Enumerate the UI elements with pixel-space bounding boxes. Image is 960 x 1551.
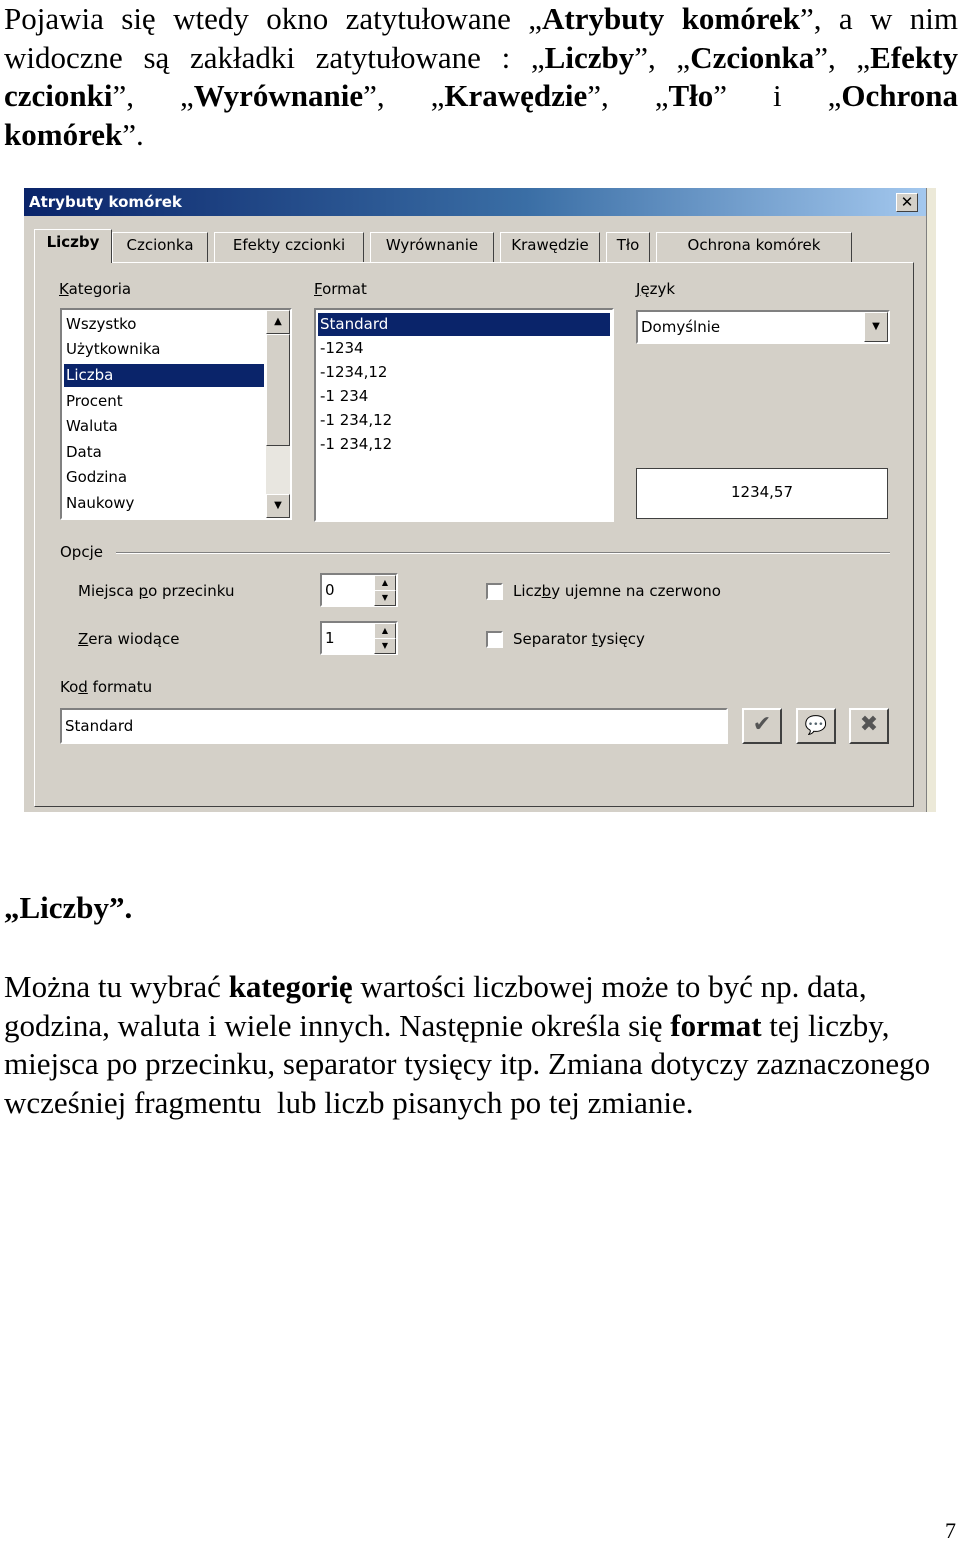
language-value: Domyślnie [641, 318, 721, 336]
list-item-selected[interactable]: Liczba [64, 364, 264, 387]
negative-red-checkbox[interactable] [486, 583, 503, 600]
language-dropdown[interactable] [636, 310, 890, 344]
dialog-title: Atrybuty komórek [29, 193, 182, 211]
description-paragraph: Można tu wybrać kategorię wartości liczbowej może to być np. data, godzina, waluta i wiele innych. Następnie określa się format tej liczby, miejsca po przecinku, separator tysięcy itp. Zmiana dotyczy zaznaczonego wcześniej fragmentu lub liczb pisanych po tej zmianie. [4, 969, 931, 1120]
format-listbox[interactable] [314, 308, 614, 522]
intro-line-4: komórek”. [4, 116, 144, 152]
list-item-selected[interactable]: Standard [318, 313, 610, 336]
spin-down-icon[interactable]: ▼ [374, 590, 396, 606]
comment-button[interactable] [796, 708, 836, 744]
tab-wyrownanie[interactable]: Wyrównanie [370, 232, 494, 262]
format-code-value: Standard [65, 717, 134, 735]
tab-efekty-czcionki[interactable]: Efekty czcionki [214, 232, 364, 262]
spin-up-icon[interactable]: ▲ [374, 623, 396, 639]
accept-button[interactable] [742, 708, 782, 744]
preview-value: 1234,57 [730, 483, 794, 501]
decimal-places-label: Miejsca po przecinku [78, 582, 235, 600]
spin-up-icon[interactable]: ▲ [374, 575, 396, 591]
tab-tlo[interactable]: Tło [606, 232, 650, 262]
leading-zeros-label: Zera wiodące [78, 630, 180, 648]
format-code-label: Kod formatu [60, 678, 153, 696]
scroll-thumb[interactable] [266, 334, 290, 446]
preview-box [636, 468, 888, 519]
options-divider [116, 552, 890, 554]
cell-attributes-dialog [24, 188, 936, 812]
page-number: 7 [945, 1518, 956, 1543]
checkmark-icon: ✔ [752, 712, 772, 737]
list-item[interactable]: Procent [66, 392, 123, 410]
category-scrollbar[interactable] [266, 310, 290, 518]
delete-button[interactable] [849, 708, 889, 744]
tab-ochrona-komorek[interactable]: Ochrona komórek [656, 232, 852, 262]
comment-icon: 💬 [804, 715, 828, 736]
negative-red-label: Liczby ujemne na czerwono [513, 582, 721, 600]
decimal-places-stepper[interactable] [320, 573, 398, 607]
list-item[interactable]: Waluta [66, 417, 118, 435]
options-label: Opcje [60, 543, 103, 561]
list-item[interactable]: Godzina [66, 468, 128, 486]
thousands-separator-checkbox[interactable] [486, 631, 503, 648]
list-item[interactable]: -1 234,12 [320, 435, 393, 453]
section-title: „Liczby”. [4, 890, 133, 925]
language-label: Język [636, 280, 676, 298]
list-item[interactable]: -1234,12 [320, 363, 388, 381]
scroll-up-icon[interactable]: ▲ [266, 310, 290, 334]
leading-zeros-stepper[interactable] [320, 621, 398, 655]
chevron-down-icon[interactable]: ▼ [864, 312, 888, 342]
format-code-input[interactable] [60, 708, 728, 744]
dialog-titlebar [24, 188, 936, 216]
intro-line-3: czcionki”, „Wyrównanie”, „Krawędzie”, „Tło” i „Ochrona [4, 78, 958, 113]
tab-czcionka[interactable]: Czcionka [112, 232, 208, 262]
intro-paragraph [4, 0, 958, 154]
delete-icon: ✖ [859, 712, 879, 737]
format-label: Format [314, 280, 367, 298]
scroll-down-icon[interactable]: ▼ [266, 494, 290, 518]
category-label: Kategoria [59, 280, 132, 298]
tab-krawedzie[interactable]: Krawędzie [500, 232, 600, 262]
leading-zeros-value: 1 [325, 629, 335, 647]
tab-liczby[interactable]: Liczby [34, 229, 112, 263]
list-item[interactable]: Naukowy [66, 494, 135, 512]
background-window-edge [926, 188, 936, 812]
list-item[interactable]: Data [66, 443, 102, 461]
list-item[interactable]: Użytkownika [66, 340, 161, 358]
category-listbox[interactable] [60, 308, 292, 520]
thousands-separator-label: Separator tysięcy [513, 630, 645, 648]
intro-line-2: widoczne są zakładki zatytułowane : „Liczby”, „Czcionka”, „Efekty [4, 39, 958, 75]
decimal-places-value: 0 [325, 581, 335, 599]
list-item[interactable]: Wszystko [66, 315, 137, 333]
close-icon: ✕ [900, 193, 914, 211]
spin-down-icon[interactable]: ▼ [374, 638, 396, 654]
list-item[interactable]: -1 234 [320, 387, 369, 405]
intro-line-1: Pojawia się wtedy okno zatytułowane „Atrybuty komórek”, a w nim [4, 1, 959, 36]
close-button[interactable] [896, 193, 918, 212]
list-item[interactable]: -1 234,12 [320, 411, 393, 429]
list-item[interactable]: -1234 [320, 339, 364, 357]
